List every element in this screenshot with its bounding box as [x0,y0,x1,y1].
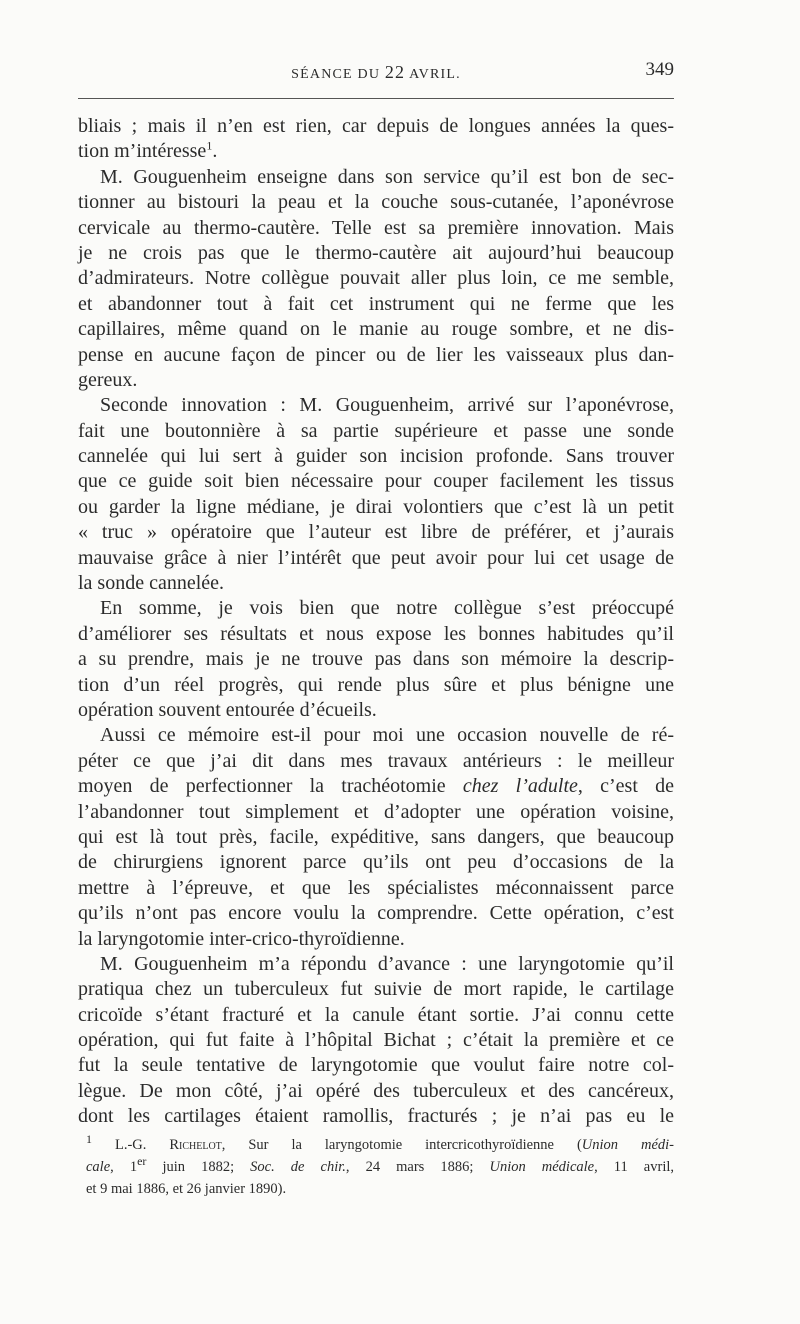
text-run: , 24 mars 1886; [345,1159,490,1175]
italic-run: cale [86,1159,111,1175]
italic-run: Soc. de chir. [250,1159,346,1175]
text-line: Aussi ce mémoire est-il pour moi une occasion nouvelle de ré- [100,724,674,747]
running-title-day: 22 [384,62,406,82]
text-run: juin 1882; [146,1159,251,1175]
text-line: cricoïde s’étant fracturé et la canule étant sortie. J’ai connu cette [78,1003,674,1026]
text-line: fut la seule tentative de laryngotomie que voulut faire notre col- [78,1054,674,1077]
text-line: ou garder la ligne médiane, je dirai volontiers que c’est là un petit [78,495,674,518]
italic-run: Union médicale [489,1159,595,1175]
text-line: l’abandonner tout simplement et d’adopter une opération voisine, [78,800,674,823]
text-line: fait une boutonnière à sa partie supérieure et passe une sonde [78,419,674,442]
text-run: , 1 [110,1159,138,1175]
text-line: mettre à l’épreuve, et que les spécialistes méconnaissent parce [78,876,674,899]
text-line: je ne crois pas que le thermo-cautère ait aujourd’hui beaucoup [78,241,674,264]
text-line: gereux. [78,368,138,391]
text-run: , Sur la laryngotomie intercricothyroïdienne ( [221,1137,582,1153]
text-line: péter ce que j’ai dit dans mes travaux antérieurs : le meilleur [78,749,674,772]
text-line: M. Gouguenheim enseigne dans son service qu’il est bon de sec- [100,165,674,188]
text-line: la laryngotomie inter-crico-thyroïdienne. [78,927,405,950]
text-line: « truc » opératoire que l’auteur est libre de préférer, et j’aurais [78,521,674,544]
text-line: d’améliorer ses résultats et nous expose les bonnes habitudes qu’il [78,622,674,645]
text-line: opération, qui fut faite à l’hôpital Bichat ; c’était la première et ce [78,1029,674,1052]
text-line: tion d’un réel progrès, qui rende plus sûre et plus bénigne une [78,673,674,696]
text-line: et abandonner tout à fait cet instrument qui ne ferme que les [78,292,674,315]
text-line: cannelée qui lui sert à guider son incision profonde. Sans trouver [78,445,674,468]
text-run: tion m’intéresse [78,140,207,163]
text-line: capillaires, même quand on le manie au rouge sombre, et ne dis- [78,318,674,341]
text-line: lègue. De mon côté, j’ai opéré des tuberculeux et des cancéreux, [78,1079,674,1102]
footnote-ref[interactable]: 1 [206,138,213,153]
footnote-author: L.-G. Richelot [114,1137,222,1153]
italic-run: Union médi- [581,1137,675,1153]
text-line: la sonde cannelée. [78,572,225,595]
text-line: M. Gouguenheim m’a répondu d’avance : une laryngotomie qu’il [100,952,674,975]
footnote-line [78,1156,674,1178]
footnote-line [78,1134,674,1156]
running-title-pre: SÉANCE DU [291,67,385,82]
text-line: tionner au bistouri la peau et la couche sous-cutanée, l’aponévrose [78,191,674,214]
running-title-post: AVRIL. [405,67,461,82]
text-run: , 11 avril, [594,1159,674,1175]
text-line: a su prendre, mais je ne trouve pas dans son mémoire la descrip- [78,648,674,671]
text-line: d’admirateurs. Notre collègue pouvait aller plus loin, ce me semble, [78,267,674,290]
text-run: moyen de perfectionner la trachéotomie [78,775,463,798]
superscript: er [137,1154,147,1169]
text-run: , c’est de [577,775,674,798]
text-line [78,139,674,164]
page-number: 349 [645,59,674,80]
text-run: . [212,140,218,163]
running-title [78,62,674,83]
footnote-line: et 9 mai 1886, et 26 janvier 1890). [86,1181,287,1197]
text-line: mauvaise grâce à nier l’intérêt que peut avoir pour lui cet usage de [78,546,674,569]
text-line: pense en aucune façon de pincer ou de lier les vaisseaux plus dan- [78,343,674,366]
text-line: qu’ils n’ont pas encore voulu la comprendre. Cette opération, c’est [78,902,674,925]
text-line: qui est là tout près, facile, expéditive, sans dangers, que beaucoup [78,825,674,848]
text-line [78,774,674,799]
text-line: Seconde innovation : M. Gouguenheim, arrivé sur l’aponévrose, [100,394,674,417]
text-line: de chirurgiens ignorent parce qu’ils ont peu d’occasions de la [78,851,674,874]
text-line: cervicale au thermo-cautère. Telle est sa première innovation. Mais [78,216,674,239]
footnote [78,1134,674,1200]
text-line: bliais ; mais il n’en est rien, car depuis de longues années la ques- [78,115,674,137]
text-line: En somme, je vois bien que notre collègue s’est préoccupé [100,597,674,620]
text-line: opération souvent entourée d’écueils. [78,698,377,721]
header-rule [78,98,674,99]
text-line: dont les cartilages étaient ramollis, fracturés ; je n’ai pas eu le [78,1105,674,1128]
text-line: que ce guide soit bien nécessaire pour couper facilement les tissus [78,470,674,493]
italic-run: chez l’adulte [462,775,578,798]
footnote-mark: 1 [86,1132,92,1147]
text-line: pratiqua chez un tuberculeux fut suivie de mort rapide, le cartilage [78,978,674,1001]
main-text [78,114,674,1130]
running-header [78,59,674,90]
